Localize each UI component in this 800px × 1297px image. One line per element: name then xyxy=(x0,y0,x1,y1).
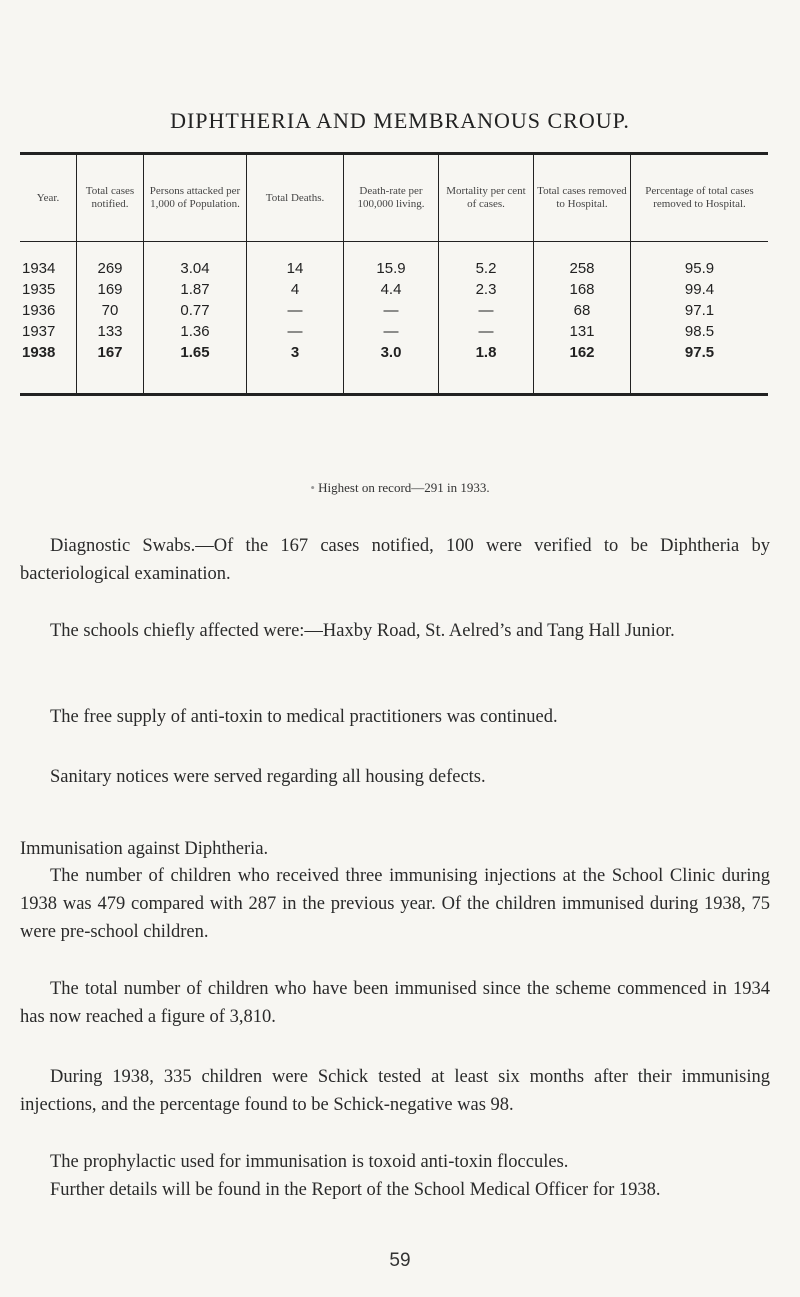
cell-death-rate: — xyxy=(344,321,439,342)
cell-mortality: — xyxy=(439,321,534,342)
cell-mortality: 5.2 xyxy=(439,242,534,280)
cell-cases: 133 xyxy=(77,321,144,342)
cell-mortality: 2.3 xyxy=(439,279,534,300)
cell-mortality: — xyxy=(439,300,534,321)
cell-attacked: 1.87 xyxy=(144,279,247,300)
paragraph-further-details: Further details will be found in the Report of the School Medical Officer for 1938. xyxy=(50,1180,661,1200)
table-footnote xyxy=(0,480,800,496)
cell-death-rate: 3.0 xyxy=(344,342,439,395)
cell-cases: 70 xyxy=(77,300,144,321)
paragraph-sanitary-notices: Sanitary notices were served regarding all housing defects. xyxy=(50,767,486,787)
paragraph-anti-toxin: The free supply of anti-toxin to medical practitioners was continued. xyxy=(50,707,558,727)
cell-attacked: 3.04 xyxy=(144,242,247,280)
cell-deaths: 4 xyxy=(247,279,344,300)
table-row xyxy=(20,242,768,280)
cell-year: 1934 xyxy=(22,260,56,277)
cell-percentage: 95.9 xyxy=(631,242,769,280)
footnote-text: Highest on record—291 in 1933. xyxy=(318,480,490,495)
cell-percentage: 97.1 xyxy=(631,300,769,321)
cell-deaths: — xyxy=(247,321,344,342)
cell-percentage: 99.4 xyxy=(631,279,769,300)
cell-cases: 169 xyxy=(77,279,144,300)
header-percentage-removed: Percentage of total cases removed to Hospital. xyxy=(631,154,769,242)
cell-percentage: 98.5 xyxy=(631,321,769,342)
table-header-row xyxy=(20,154,768,242)
page-title: DIPHTHERIA AND MEMBRANOUS CROUP. xyxy=(170,108,630,133)
header-total-deaths: Total Deaths. xyxy=(247,154,344,242)
cell-deaths: 14 xyxy=(247,242,344,280)
header-removed-to-hospital: Total cases removed to Hospital. xyxy=(534,154,631,242)
cell-deaths: — xyxy=(247,300,344,321)
cell-year: 1937 xyxy=(22,323,56,340)
cell-year: 1935 xyxy=(22,281,56,298)
paragraph-total-immunised: The total number of children who have been immunised since the scheme commenced in 1934 has now reached a figure of 3,810. xyxy=(20,979,770,1027)
table-row xyxy=(20,279,768,300)
cell-attacked: 1.65 xyxy=(144,342,247,395)
page-number: 59 xyxy=(389,1250,411,1271)
cell-death-rate: 15.9 xyxy=(344,242,439,280)
cell-cases: 269 xyxy=(77,242,144,280)
cell-mortality: 1.8 xyxy=(439,342,534,395)
cell-attacked: 1.36 xyxy=(144,321,247,342)
paragraph-immunising-injections: The number of children who received three immunising injections at the School Clinic during 1938 was 479 compared with 287 in the previous year. Of the children immunised during 1938, 75 were pre-school children. xyxy=(20,866,770,942)
cell-deaths: 3 xyxy=(247,342,344,395)
cell-death-rate: — xyxy=(344,300,439,321)
cell-removed: 68 xyxy=(534,300,631,321)
cell-year: 1938 xyxy=(22,344,56,361)
cell-removed: 162 xyxy=(534,342,631,395)
diphtheria-statistics-table xyxy=(20,152,768,396)
cell-removed: 131 xyxy=(534,321,631,342)
section-heading-immunisation: Immunisation against Diphtheria. xyxy=(20,839,269,859)
table-row xyxy=(20,300,768,321)
cell-removed: 168 xyxy=(534,279,631,300)
paragraph-schick-tested: During 1938, 335 children were Schick tested at least six months after their immunising injections, and the percentage found to be Schick-negative was 98. xyxy=(20,1067,770,1115)
cell-cases: 167 xyxy=(77,342,144,395)
paragraph-prophylactic: The prophylactic used for immunisation is toxoid anti-toxin floccules. xyxy=(50,1152,569,1172)
header-total-cases: Total cases notified. xyxy=(77,154,144,242)
paragraph-diagnostic-swabs: Diagnostic Swabs.—Of the 167 cases notified, 100 were verified to be Diphtheria by bacteriological examination. xyxy=(20,536,770,584)
cell-year: 1936 xyxy=(22,302,56,319)
table-row xyxy=(20,321,768,342)
header-year: Year. xyxy=(20,154,77,242)
paragraph-schools-affected: The schools chiefly affected were:—Haxby Road, St. Aelred’s and Tang Hall Junior. xyxy=(50,621,675,641)
header-death-rate: Death-rate per 100,000 living. xyxy=(344,154,439,242)
table-row xyxy=(20,342,768,395)
cell-death-rate: 4.4 xyxy=(344,279,439,300)
cell-percentage: 97.5 xyxy=(631,342,769,395)
header-persons-attacked: Persons attacked per 1,000 of Population. xyxy=(144,154,247,242)
bullet-icon: • xyxy=(310,480,319,495)
cell-attacked: 0.77 xyxy=(144,300,247,321)
cell-removed: 258 xyxy=(534,242,631,280)
header-mortality: Mortality per cent of cases. xyxy=(439,154,534,242)
